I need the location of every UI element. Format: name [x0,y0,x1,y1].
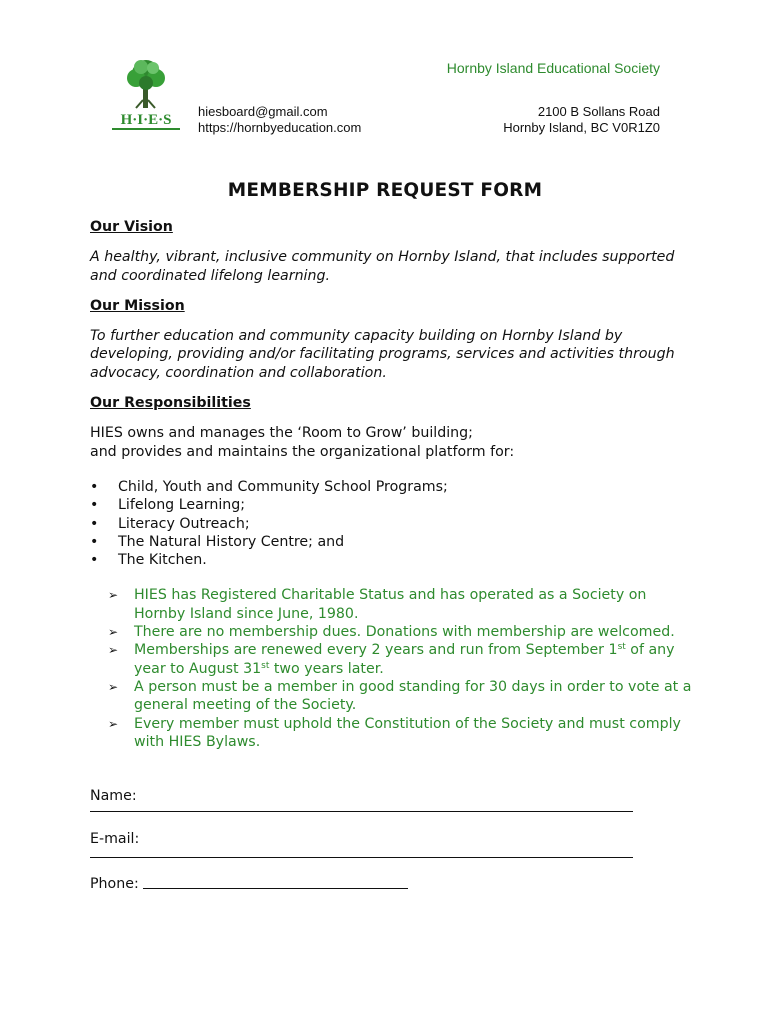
address [503,104,660,136]
tree-icon [127,60,165,108]
phone-label: Phone: [90,875,139,892]
membership-notes [108,586,700,751]
vision-text: A healthy, vibrant, inclusive community on Hornby Island, that includes supported and coordinated lifelong learning. [90,249,675,284]
email-label: E-mail: [90,831,140,848]
address-line-2: Hornby Island, BC V0R1Z0 [503,120,660,135]
note-item: ➢ There are no membership dues. Donations with membership are welcomed. [108,624,675,641]
phone-field[interactable] [143,888,408,889]
note-item: ➢ Memberships are renewed every 2 years and run from September 1st of any year to August 31st two years later. [108,642,675,677]
address-line-1: 2100 B Sollans Road [537,104,660,119]
responsibilities-list [90,478,700,569]
page-title: MEMBERSHIP REQUEST FORM [227,180,543,201]
email-link[interactable]: hiesboard@gmail.com [198,104,328,119]
list-item: • Literacy Outreach; [90,515,700,533]
note-item: ➢ A person must be a member in good standing for 30 days in order to vote at a general meeting of the Society. [108,678,692,714]
note-item: ➢ Every member must uphold the Constitution of the Society and must comply with HIES Bylaws. [108,715,681,750]
arrow-bullet-icon: ➢ [108,588,119,603]
mission-heading: Our Mission [90,297,185,314]
website-link[interactable]: https://hornbyeducation.com [198,120,362,135]
list-item: • Child, Youth and Community School Programs; [90,478,700,496]
list-item: • Lifelong Learning; [90,496,700,514]
hies-logo [106,56,186,136]
responsibilities-intro-1: HIES owns and manages the ‘Room to Grow’ building; [90,425,473,442]
arrow-bullet-icon: ➢ [108,625,119,640]
contact-info [198,104,361,136]
responsibilities-heading: Our Responsibilities [90,395,251,412]
arrow-bullet-icon: ➢ [108,679,119,694]
list-item: • The Natural History Centre; and [90,533,700,551]
svg-text:H·I·E·S: H·I·E·S [120,112,172,128]
note-item: ➢ HIES has Registered Charitable Status and has operated as a Society on Hornby Island since June, 1980. [108,587,647,622]
list-item: • The Kitchen. [90,551,700,569]
name-label: Name: [90,788,137,805]
responsibilities-intro-2: and provides and maintains the organizational platform for: [90,443,515,460]
vision-heading: Our Vision [90,219,173,235]
arrow-bullet-icon: ➢ [108,643,119,658]
org-name: Hornby Island Educational Society [446,60,660,76]
arrow-bullet-icon: ➢ [108,716,119,731]
mission-text: To further education and community capacity building on Hornby Island by developing, providing and/or facilitating programs, services and activities through advocacy, coordination and collaboration. [90,328,675,381]
document-body [90,218,700,893]
